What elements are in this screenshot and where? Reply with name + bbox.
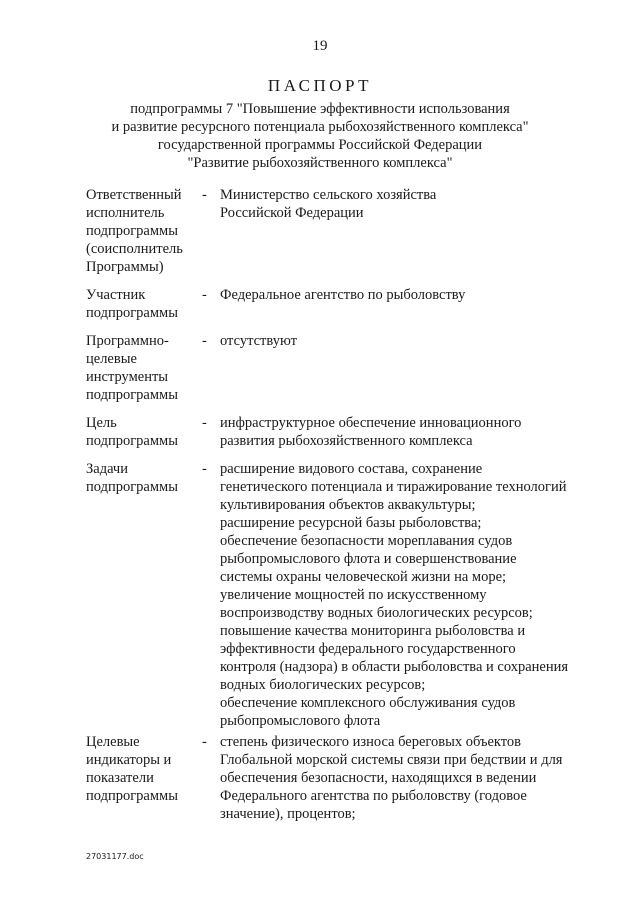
passport-row-indicators <box>86 733 606 823</box>
value-line: расширение видового состава, сохранение <box>220 461 483 477</box>
row-value <box>220 332 606 350</box>
label-line: исполнитель <box>86 205 165 221</box>
value-line: контроля (надзора) в области рыболовства и сохранения <box>220 659 569 675</box>
value-line: развития рыбохозяйственного комплекса <box>220 433 473 449</box>
value-line: обеспечения безопасности, находящихся в ведении <box>220 770 537 786</box>
value-line: инфраструктурное обеспечение инновационного <box>220 415 522 431</box>
value-line: значение), процентов; <box>220 806 356 822</box>
label-line: Программно- <box>86 333 169 349</box>
value-line: рыбопромыслового флота и совершенствование <box>220 551 517 567</box>
value-line: воспроизводству водных биологических ресурсов; <box>220 605 533 621</box>
row-dash: - <box>202 187 207 203</box>
document-title: ПАСПОРТ <box>267 76 373 95</box>
label-line: индикаторы и <box>86 752 172 768</box>
value-line: Глобальной морской системы связи при бедствии и для <box>220 752 563 768</box>
value-line: степень физического износа береговых объектов <box>220 734 522 750</box>
row-value <box>220 733 606 823</box>
row-dash: - <box>202 415 207 431</box>
value-line: обеспечение комплексного обслуживания судов <box>220 695 516 711</box>
row-value <box>220 286 606 304</box>
value-line: повышение качества мониторинга рыболовства и <box>220 623 526 639</box>
passport-row-participant <box>86 286 606 332</box>
subtitle-line: и развитие ресурсного потенциала рыбохозяйственного комплекса" <box>111 119 529 135</box>
passport-row-instruments <box>86 332 606 414</box>
passport-row-responsible <box>86 186 606 286</box>
value-line: обеспечение безопасности мореплавания судов <box>220 533 513 549</box>
value-line: Российской Федерации <box>220 205 364 221</box>
value-line: водных биологических ресурсов; <box>220 677 426 693</box>
label-line: подпрограммы <box>86 479 178 495</box>
row-value <box>220 186 606 222</box>
row-label <box>86 460 202 496</box>
subtitle-line: подпрограммы 7 "Повышение эффективности использования <box>130 101 510 117</box>
label-line: Программы) <box>86 259 164 275</box>
value-line: генетического потенциала и тиражирование технологий <box>220 479 567 495</box>
value-line: увеличение мощностей по искусственному <box>220 587 487 603</box>
label-line: подпрограммы <box>86 433 178 449</box>
document-file-code: 27031177.doc <box>86 852 144 861</box>
label-line: подпрограммы <box>86 305 178 321</box>
label-line: Задачи <box>86 461 128 477</box>
value-line: системы охраны человеческой жизни на море; <box>220 569 507 585</box>
value-line: Министерство сельского хозяйства <box>220 187 437 203</box>
value-line: эффективности федерального государственного <box>220 641 516 657</box>
subtitle-line: государственной программы Российской Федерации <box>157 137 483 153</box>
document-subtitle <box>0 100 640 172</box>
value-line: рыбопромыслового флота <box>220 713 381 729</box>
value-line: Федеральное агентство по рыболовству <box>220 287 466 303</box>
value-line: культивирования объектов аквакультуры; <box>220 497 476 513</box>
row-label <box>86 414 202 450</box>
value-line: отсутствуют <box>220 333 297 349</box>
passport-row-tasks <box>86 460 606 733</box>
value-line: расширение ресурсной базы рыболовства; <box>220 515 482 531</box>
label-line: подпрограммы <box>86 387 178 403</box>
label-line: Участник <box>86 287 146 303</box>
label-line: подпрограммы <box>86 223 178 239</box>
label-line: целевые <box>86 351 137 367</box>
row-value <box>220 414 606 450</box>
label-line: Целевые <box>86 734 140 750</box>
passport-row-goal <box>86 414 606 460</box>
row-label <box>86 286 202 322</box>
value-line: Федерального агентства по рыболовству (годовое <box>220 788 527 804</box>
row-dash: - <box>202 734 207 750</box>
label-line: показатели <box>86 770 154 786</box>
row-label <box>86 186 202 276</box>
label-line: Цель <box>86 415 117 431</box>
row-dash: - <box>202 333 207 349</box>
label-line: инструменты <box>86 369 169 385</box>
page-number: 19 <box>312 38 328 54</box>
label-line: (соисполнитель <box>86 241 183 257</box>
row-label <box>86 332 202 404</box>
subtitle-line: "Развитие рыбохозяйственного комплекса" <box>187 155 453 171</box>
row-dash: - <box>202 287 207 303</box>
label-line: подпрограммы <box>86 788 178 804</box>
row-dash: - <box>202 461 207 477</box>
passport-table <box>86 186 606 823</box>
row-value <box>220 460 606 730</box>
row-label <box>86 733 202 805</box>
label-line: Ответственный <box>86 187 182 203</box>
